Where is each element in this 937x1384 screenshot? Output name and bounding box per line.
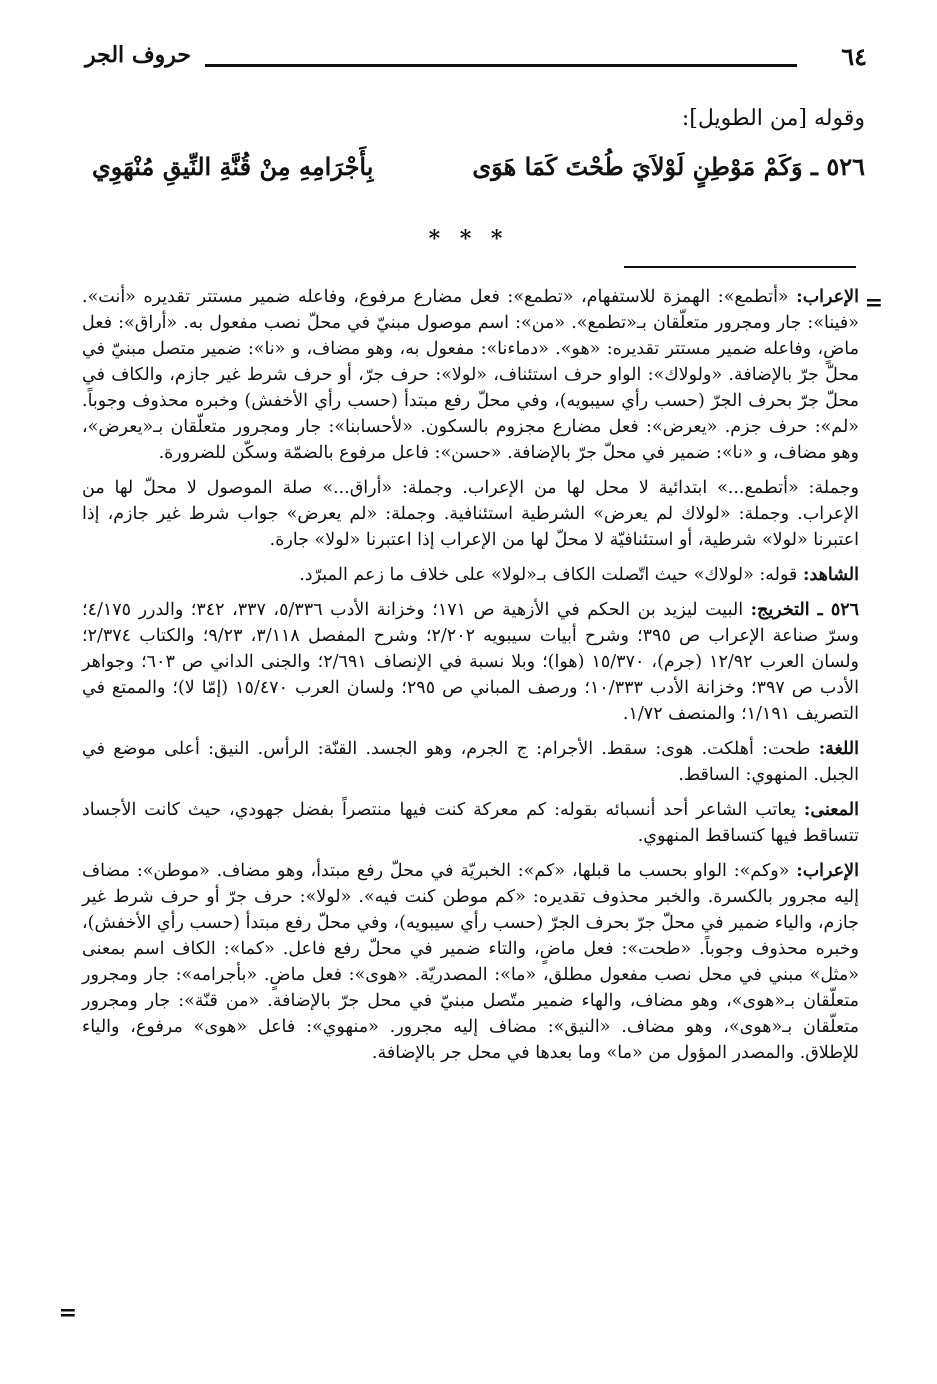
irab-text-1: «أتطمع»: الهمزة للاستفهام، «تطمع»: فعل مضارع مرفوع، وفاعله ضمير مستتر تقديره «أنت». «فينا»: جار ومجرور متعلّقان بـ«تطمع». «من»: اسم موصول مبنيّ في محلّ نصب مفعول به. «أراق»: فعل ماضٍ، وفاعله ضمير مستتر تقديره: «هو». «دماءنا»: مفعول به، وهو مضاف، و «نا»: ضمير متصل مبنيّ في محلّ جرّ بالإضافة. «ولولاك»: الواو حرف استئناف، «لولا»: حرف جرّ، أو حرف شرط غير جازم، والكاف في محلّ جرّ بحرف الجرّ (حسب رأي سيبويه)، وفي محلّ رفع مبتدأ (حسب رأي الأخفش) وخبره محذوف وجوباً. «لم»: حرف جزم. «يعرض»: فعل مضارع مجزوم بالسكون. «لأحسابنا»: جار ومجرور متعلّقان بـ«يعرض»، وهو مضاف، و «نا»: ضمير في محلّ جرّ بالإضافة. «حسن»: فاعل مرفوع بالضمّة وسكّن للضرورة.: [82, 287, 859, 463]
shahid-text: قوله: «لولاك» حيث اتّصلت الكاف بـ«لولا» على خلاف ما زعم المبرّد.: [299, 565, 798, 585]
page-header: [85, 40, 867, 80]
header-rule: [205, 64, 797, 67]
irab-label-2: الإعراب:: [796, 861, 859, 881]
lugha-text: طحت: أهلكت. هوى: سقط. الأجرام: ج الجرم، وهو الجسد. القنّة: الرأس. النيق: أعلى موضع في الجبل. المنهوي: الساقط.: [82, 739, 859, 785]
mana-text: يعاتب الشاعر أحد أنسبائه بقوله: كم معركة كنت فيها منتصراً بفضل جهودي، حيث كانت الأجساد تتساقط فيها كتساقط المنهوي.: [82, 800, 859, 846]
continuation-mark-bottom: =: [58, 1300, 77, 1326]
shahid-label: الشاهد:: [802, 565, 859, 585]
continuation-mark-top: =: [864, 290, 883, 316]
lugha-paragraph: [82, 736, 859, 788]
verse-intro: وقوله [من الطويل]:: [681, 106, 865, 131]
takhrij-paragraph: [82, 597, 859, 727]
takhrij-label: ٥٢٦ ـ التخريج:: [750, 600, 860, 620]
takhrij-text: البيت ليزيد بن الحكم في الأزهية ص ١٧١؛ وخزانة الأدب ٥/٣٣٦، ٣٣٧، ٣٤٢؛ والدرر ٤/١٧٥؛ وسرّ صناعة الإعراب ص ٣٩٥؛ وشرح أبيات سيبويه ٢/٢٠٢؛ وشرح المفصل ٣/١١٨، ٩/٢٣؛ والكتاب ٢/٣٧٤؛ ولسان العرب ١٢/٩٢ (جرم)، ١٥/٣٧٠ (هوا)؛ وبلا نسبة في الإنصاف ٢/٦٩١؛ والجنى الداني ص ٦٠٣؛ وجواهر الأدب ص ٣٩٧؛ وخزانة الأدب ١٠/٣٣٣؛ ورصف المباني ص ٢٩٥؛ ولسان العرب ١٥/٤٧٠ (إمّا لا)؛ والممتع في التصريف ١/١٩١؛ والمنصف ١/٧٢.: [82, 600, 859, 724]
irab-paragraph-2: [82, 858, 859, 1066]
shahid-paragraph: [82, 562, 859, 588]
mana-label: المعنى:: [803, 800, 859, 820]
jumal-text: وجملة: «أتطمع...» ابتدائية لا محل لها من الإعراب. وجملة: «أراق...» صلة الموصول لا محلّ لها من الإعراب. وجملة: «لولاك لم يعرض» الشرطية استئنافية. وجملة: «لم يعرض» جواب شرط غير جازم، إذا اعتبرنا «لولا» شرطية، أو استئنافيّة لا محلّ لها من الإعراب إذا اعتبرنا «لولا» جارة.: [82, 478, 859, 550]
verse-first-hemistich: ٥٢٦ ـ وَكَمْ مَوْطِنٍ لَوْلاَيَ طُحْتَ كَمَا هَوَى: [472, 152, 865, 181]
irab-text-2: «وكم»: الواو بحسب ما قبلها، «كم»: الخبريّة في محلّ رفع مبتدأ، وهو مضاف. «موطن»: مضاف إليه مجرور بالكسرة. والخبر محذوف تقديره: «كم موطن كنت فيه». «لولا»: حرف جرّ أو حرف شرط غير جازم، والياء ضمير في محلّ جرّ بحرف الجرّ (حسب رأي سيبويه)، وفي محلّ رفع مبتدأ (حسب رأي الأخفش)، وخبره محذوف وجوباً. «طحت»: فعل ماضٍ، والتاء ضمير في محلّ رفع فاعل. «كما»: الكاف اسم بمعنى «مثل» مبني في محل نصب مفعول مطلق، «ما»: المصدريّة. «هوى»: فعل ماضٍ. «بأجرامه»: جار ومجرور متعلّقان بـ«هوى»، وهو مضاف، والهاء ضمير متّصل مبنيّ في محل جرّ بالإضافة. «من قنّة»: جار ومجرور متعلّقان بـ«هوى»، وهو مضاف. «النيق»: مضاف إليه مجرور. «منهوي»: فاعل «هوى» مرفوع، والياء للإطلاق. والمصدر المؤول من «ما» وما بعدها في محل جر بالإضافة.: [82, 861, 859, 1063]
lugha-label: اللغة:: [818, 739, 859, 759]
jumal-paragraph: [82, 475, 859, 553]
page-number: ٦٤: [841, 42, 867, 71]
irab-label-1: الإعراب:: [796, 287, 859, 307]
section-stars: * * *: [428, 226, 509, 252]
footnotes-body: [82, 284, 859, 1075]
running-title: حروف الجر: [85, 42, 191, 68]
footnote-rule: [624, 266, 856, 268]
verse-second-hemistich: بِأَجْرَامِهِ مِنْ قُنَّةِ النِّيقِ مُنْهَوِي: [92, 152, 374, 181]
mana-paragraph: [82, 797, 859, 849]
verse-line: [92, 152, 865, 196]
irab-paragraph-1: [82, 284, 859, 466]
